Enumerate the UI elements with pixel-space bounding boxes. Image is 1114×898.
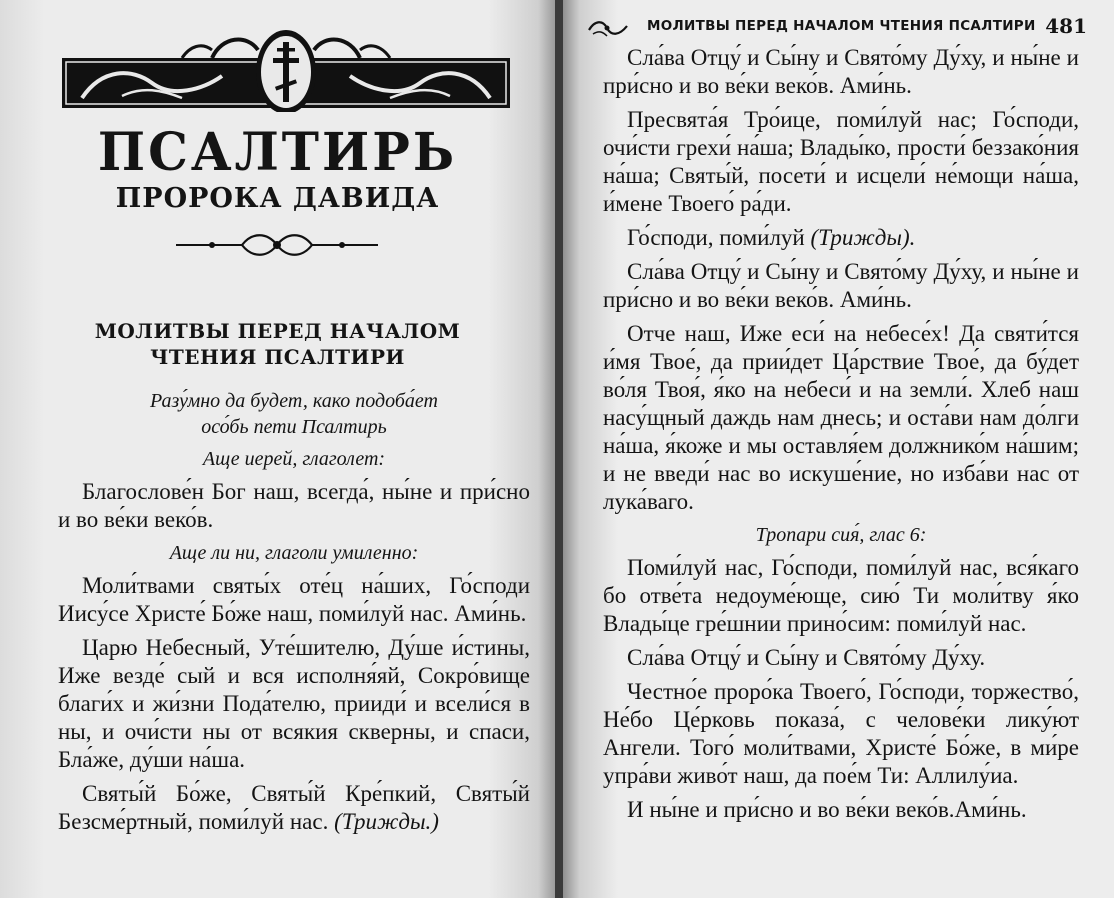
running-header [587,14,1087,38]
headpiece-ornament [62,28,510,112]
book-title: ПСАЛТИРЬ [97,120,458,183]
prayer-paragraph: Сла́ва Отцу́ и Сы́ну и Свято́му Ду́ху. [627,645,986,670]
section-title-line-2: ЧТЕНИЯ ПСАЛТИРИ [150,345,405,369]
rubric-inline: (Трижды). [810,225,916,250]
rubric-line: Аще ли ни, глаголи умиленно: [169,542,419,564]
section-title [0,318,555,370]
prayer-paragraph: Отче наш, Иже еси́ на небесе́х! Да святи́тся и́мя Твое́, да прии́дет Ца́рствие Твое́, да бу́дет во́ля Твоя́, я́ко на небеси́ и на земли́. Хлеб наш насу́щный даждь нам днесь; и оста́ви нам до́лги на́ша, я́коже и мы оставля́ем должнико́м на́шим; и не введи́ нас во искуше́ние, но изба́ви нас от лука́ваго. [603,321,1079,514]
right-page [563,0,1114,898]
right-page-body [603,44,1079,830]
left-page [0,0,555,898]
rubric-inline: (Трижды.) [334,809,439,834]
prayer-paragraph [603,224,1079,252]
book-subtitle: ПРОРОКА ДАВИДА [115,183,440,214]
prayer-paragraph: Сла́ва Отцу́ и Сы́ну и Свято́му Ду́ху, и ны́не и при́сно и во ве́ки веко́в. Ами́нь. [603,45,1079,98]
prayer-paragraph: Пресвята́я Тро́ице, поми́луй нас; Го́споди, очи́сти грехи́ на́ша; Влады́ко, прости́ беззако́ния на́ша; Святы́й, посети́ и исцели́ не́мощи на́ша, и́мене Твоего́ ра́ди. [603,107,1079,216]
header-ornament [587,16,629,38]
page-number: 481 [1045,14,1087,38]
prayer-paragraph: Моли́твами святы́х оте́ц на́ших, Го́споди Иису́се Христе́ Бо́же наш, поми́луй нас. Ами́нь. [58,573,530,626]
prayer-text: Святы́й Бо́же, Святы́й Кре́пкий, Святы́й Безсме́ртный, поми́луй нас. [58,781,530,834]
prayer-paragraph: Честно́е проро́ка Твоего́, Го́споди, торжество́, Не́бо Це́рковь показа́, с челове́ки лику́ют Ангели. Того́ моли́твами, Христе́ Бо́же, в ми́ре упра́ви живо́т наш, да пое́м Ти: Аллилу́иа. [603,679,1079,788]
running-head-title: МОЛИТВЫ ПЕРЕД НАЧАЛОМ ЧТЕНИЯ ПСАЛТИРИ [647,18,1036,34]
rubric-line: Аще иерей, глаголет: [202,448,386,470]
left-page-body [58,388,530,842]
prayer-paragraph: Царю Небесный, Уте́шителю, Ду́ше и́стины, Иже везде́ сый и вся исполня́яй, Сокро́вище благи́х и жи́зни Пода́телю, прииди́ и всели́ся в ны, и очи́сти ны от всякия скверны, и спаси, Бла́же, ду́ши на́ша. [58,635,530,772]
rubric-line: Разу́мно да будет, како подоба́ет [150,390,438,412]
rubric-line: Тропари сия́, глас 6: [755,524,927,546]
prayer-text: Го́споди, поми́луй [627,225,805,250]
prayer-paragraph: Сла́ва Отцу́ и Сы́ну и Свято́му Ду́ху, и ны́не и при́сно и во ве́ки веко́в. Ами́нь. [603,259,1079,312]
rubric-line: осо́бь пети Псалтирь [201,416,387,438]
divider-ornament [172,230,382,260]
section-title-line-1: МОЛИТВЫ ПЕРЕД НАЧАЛОМ [94,319,461,343]
prayer-paragraph: Поми́луй нас, Го́споди, поми́луй нас, вся́каго бо отве́та недоуме́юще, сию́ Ти моли́тву я́ко Влады́це гре́шнии прино́сим: поми́луй нас. [603,555,1079,636]
prayer-paragraph: И ны́не и при́сно и во ве́ки веко́в.Ами́нь. [627,797,1027,822]
book-gutter [555,0,563,898]
prayer-paragraph: Благослове́н Бог наш, всегда́, ны́не и при́сно и во ве́ки веко́в. [58,479,530,532]
prayer-paragraph [58,780,530,836]
